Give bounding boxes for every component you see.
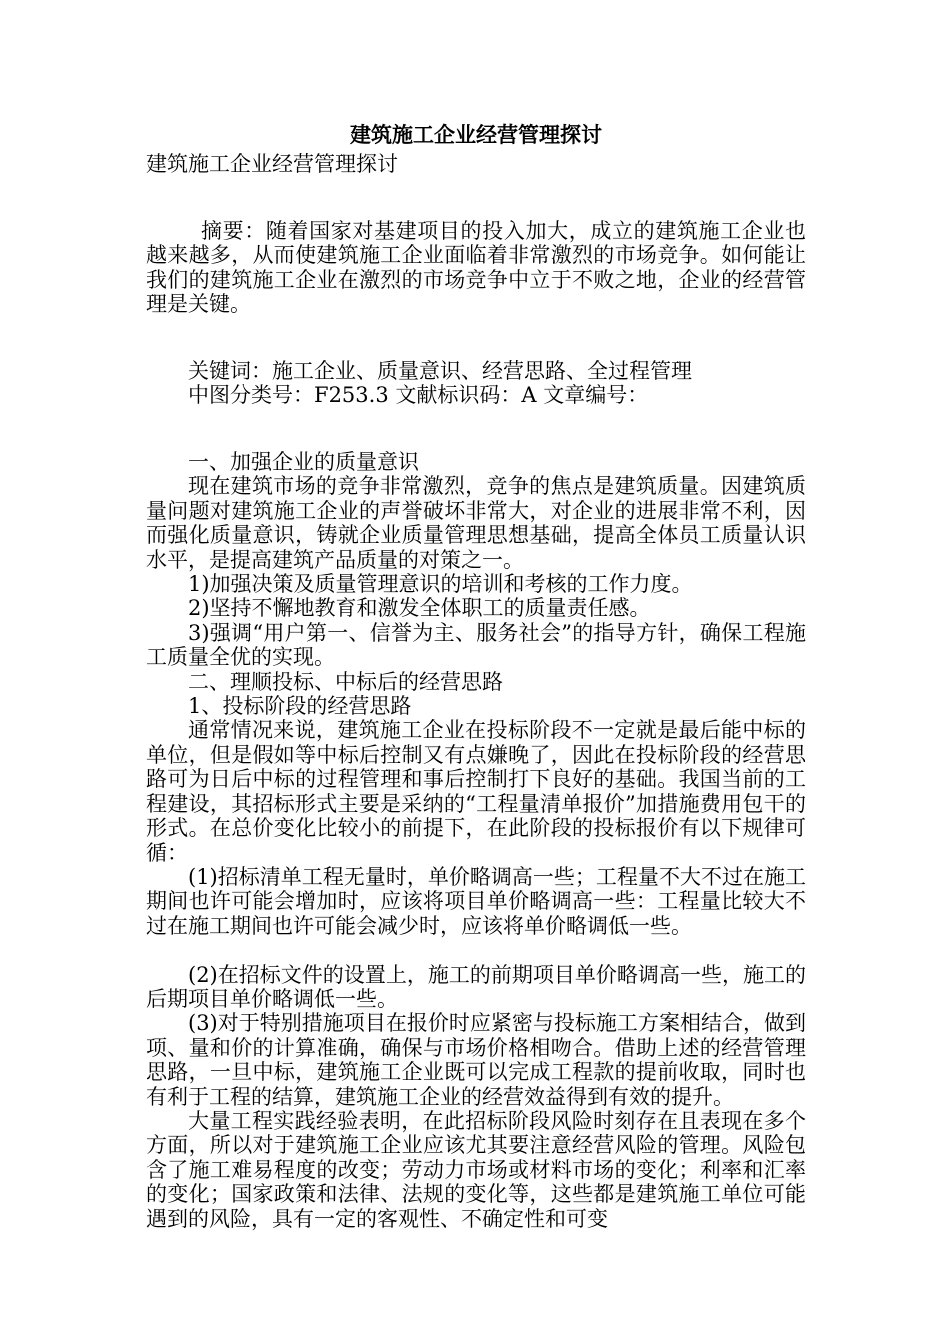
- list-item: (1)招标清单工程无量时，单价略调高一些；工程量不大不过在施工期间也许可能会增加时，应该将项目单价略调高一些：工程量比较大不过在施工期间也许可能会减少时，应该将单价略调低一些。: [146, 864, 806, 938]
- spacer: [146, 201, 806, 219]
- document-page: [146, 118, 806, 1231]
- list-item: 1)加强决策及质量管理意识的培训和考核的工作力度。: [188, 572, 693, 597]
- list-item: (2)在招标文件的设置上，施工的前期项目单价略调高一些，施工的后期项目单价略调低一些。: [146, 962, 806, 1011]
- list-item: 2)坚持不懈地教育和激发全体职工的质量责任感。: [188, 596, 651, 621]
- list-item: 3)强调“用户第一、信誉为主、服务社会”的指导方针，确保工程施工质量全优的实现。: [146, 620, 806, 670]
- spacer: [146, 432, 806, 450]
- spacer: [146, 408, 806, 432]
- list-item: (3)对于特别措施项目在报价时应紧密与投标施工方案相结合，做到项、量和价的计算准确，确保与市场价格相吻合。借助上述的经营管理思路，一旦中标，建筑施工企业既可以完成工程款的提前收取，同时也有利于工程的结算，建筑施工企业的经营效益得到有效的提升。: [146, 1011, 806, 1109]
- abstract-paragraph: 摘要：随着国家对基建项目的投入加大，成立的建筑施工企业也越来越多，从而使建筑施工企业面临着非常激烈的市场竞争。如何能让我们的建筑施工企业在激烈的市场竞争中立于不败之地，企业的经营管理是关键。: [146, 218, 806, 317]
- body-paragraph: 现在建筑市场的竞争非常激烈，竞争的焦点是建筑质量。因建筑质量问题对建筑施工企业的声誉破坏非常大，对企业的进展非常不利，因而强化质量意识，铸就企业质量管理思想基础，提高全体员工质量认识水平，是提高建筑产品质量的对策之一。: [146, 474, 806, 572]
- body-paragraph: 通常情况来说，建筑施工企业在投标阶段不一定就是最后能中标的单位，但是假如等中标后控制又有点嫌晚了，因此在投标阶段的经营思路可为日后中标的过程管理和事后控制打下良好的基础。我国当前的工程建设，其招标形式主要是采纳的“工程量清单报价”加措施费用包干的形式。在总价变化比较小的前提下，在此阶段的投标报价有以下规律可循：: [146, 718, 806, 865]
- classification-line: 中图分类号：F253.3 文献标识码：A 文章编号：: [188, 383, 649, 408]
- document-title: 建筑施工企业经营管理探讨: [350, 122, 602, 147]
- subsection-heading: 1、投标阶段的经营思路: [188, 694, 412, 719]
- section-heading: 二、理顺投标、中标后的经营思路: [188, 669, 503, 694]
- document-subtitle: 建筑施工企业经营管理探讨: [146, 152, 398, 176]
- spacer: [146, 316, 806, 340]
- spacer: [146, 341, 806, 359]
- spacer: [146, 938, 806, 962]
- spacer: [146, 176, 806, 200]
- body-paragraph: 大量工程实践经验表明，在此招标阶段风险时刻存在且表现在多个方面，所以对于建筑施工企业应该尤其要注意经营风险的管理。风险包含了施工难易程度的改变；劳动力市场或材料市场的变化；利率和汇率的变化；国家政策和法律、法规的变化等，这些都是建筑施工单位可能遇到的风险，具有一定的客观性、不确定性和可变: [146, 1108, 806, 1231]
- keywords-line: 关键词：施工企业、质量意识、经营思路、全过程管理: [188, 358, 692, 383]
- section-heading: 一、加强企业的质量意识: [188, 450, 419, 475]
